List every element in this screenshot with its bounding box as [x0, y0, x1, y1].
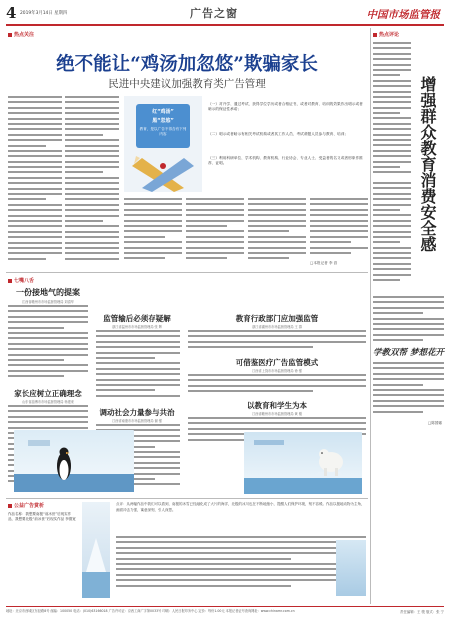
proposal-body: [188, 374, 366, 396]
main-author: □本报记者 李 嵩: [310, 261, 338, 265]
main-subheadline: 民进中央建议加强教育类广告管理: [108, 78, 266, 90]
proposal-author: 浙江省温州市市场监督管理局 张 辉: [112, 325, 162, 329]
section-tag: 热点关注: [8, 31, 34, 38]
commentary-text-top: [373, 42, 411, 182]
badge-bottom: 教育，是以广告不得含有下列内容: [139, 127, 187, 136]
list-item-text: （二）明示或者暗示有相关考试机构或者其工作人员、考试命题人员参与教育、培训；: [208, 132, 349, 136]
section-tag: 热点评论: [373, 31, 399, 38]
ice-scene-image: [82, 502, 110, 598]
section-divider: [6, 272, 368, 273]
illustration-panel: [124, 96, 202, 192]
body-column-3: [124, 198, 182, 268]
ad-commentary-lines: [116, 536, 366, 594]
penguin-icon: [14, 430, 134, 492]
square-bullet-icon: [8, 279, 12, 283]
polar-bear-poster: [244, 432, 362, 494]
proposal-author: 山东省淄博市市场监督管理局 杨建来: [21, 400, 74, 404]
proposal-headline: 教育行政部门应加强监管: [235, 314, 319, 323]
section-divider: [6, 498, 368, 499]
proposal-author: 浙江省湖州市市场监督管理局 王 群: [252, 325, 302, 329]
penguin-poster: [14, 430, 134, 492]
commentary-text-end: [373, 362, 444, 424]
footer-editors: 责任编辑：王 骏 版式：张 宁: [400, 610, 444, 614]
commentary-text-mid: [373, 182, 411, 292]
polar-bear-icon: [244, 432, 362, 494]
badge-mid: 黑“忽悠”: [152, 118, 174, 124]
proposal-headline: 监管输后必须存疑解: [103, 314, 171, 323]
page-number: 4: [6, 4, 17, 22]
main-headline: 绝不能让“鸡汤加忽悠”欺骗家长: [56, 54, 318, 75]
footer-info: 地址：北京市西城区东经路8号 邮编：100050 电话：(010)63166018 广告许可证：京西工商广字第0033号 印刷：人民日报印务中心 定价：每份1.00元 本报记者证号查询网址：www.chinamr.com.cn: [6, 609, 295, 613]
proposal-author: 江西省赣州市市场监督管理局 黄 刚: [252, 412, 302, 416]
ice-scene-image-2: [336, 540, 366, 596]
header-rule: [6, 24, 444, 26]
square-bullet-icon: [8, 504, 12, 508]
commentary-author: □陈国娜: [427, 421, 442, 425]
section-title: 广告之窗: [190, 7, 238, 20]
body-column-1: [8, 96, 62, 268]
proposal-author: 江西省赣州市市场监督管理局 刘清华: [21, 300, 74, 304]
badge-box: [136, 104, 190, 148]
list-item: [208, 156, 366, 167]
newspaper-logo: 中国市场监管报: [366, 9, 440, 21]
list-item: [208, 132, 366, 137]
section-tag: 公益广告赏析: [8, 502, 44, 509]
body-column-2: [65, 96, 119, 268]
body-column-4: [186, 198, 244, 268]
iceberg-icon: [82, 502, 110, 598]
badge-top: 红“鸡汤”: [152, 109, 174, 115]
main-story: [6, 28, 368, 270]
list-item: [208, 102, 366, 113]
proposal-author: 江西省南康市市场监督管理局 谢 强: [112, 419, 162, 423]
commentary-headline: 增强群众教育消费安全感: [418, 76, 437, 252]
proposal-headline: 可借鉴医疗广告监管模式: [235, 358, 319, 367]
proposal-headline: 一份接地气的提案: [16, 287, 80, 297]
column-divider: [370, 28, 371, 604]
list-item-text: （一）对升学、通过考试、获得学位学历或者合格证书，或者对教育、培训的效果作出明示或者暗示的保证性承诺；: [208, 102, 363, 112]
ad-commentary: 点评：从两幅作品中我们可以看到，南极的冰雪已经融化成了大片的海洋，北极的冰川也在不断地缩小，提醒人们保护环境，刻不容缓。作品以极地动物为主角，画面冲击力强，寓意深刻，引人深思。: [116, 502, 365, 512]
section-tag: 七嘴八舌: [8, 277, 34, 284]
ad-caption: 作品名称：我想要南极“前冰世”后现实作品，我想要北极“前冰世”后现实作品 李德宽: [8, 512, 76, 521]
body-column-5: [248, 198, 306, 268]
commentary-text-low: [373, 296, 444, 346]
proposal-headline: 调动社会力量参与共治: [99, 408, 175, 417]
ad-rules-list: [208, 102, 366, 194]
ad-showcase: [6, 500, 368, 602]
footer-rule: [6, 606, 444, 607]
square-bullet-icon: [373, 33, 377, 37]
proposal-author: 江西省上饶市市场监督管理局 徐 强: [252, 369, 302, 373]
footer: [6, 609, 444, 635]
square-bullet-icon: [8, 33, 12, 37]
proposal-headline: 以教育和学生为本: [247, 401, 307, 410]
proposal-body: [188, 330, 366, 354]
commentary-slogan: 学教双帮 梦想花开: [373, 348, 444, 358]
commentary-column: [373, 28, 444, 428]
proposal-body: [8, 305, 88, 385]
issue-date: 2019年3月14日 星期四: [20, 11, 68, 16]
body-column-6: [310, 198, 368, 260]
proposal-body: [96, 330, 180, 404]
proposal-headline: 家长应树立正确理念: [14, 389, 82, 398]
list-item-text: （三）利用科研单位、学术机构、教育机构、行业协会、专业人士、受益者的名义或者形象作推荐、证明。: [208, 156, 363, 166]
